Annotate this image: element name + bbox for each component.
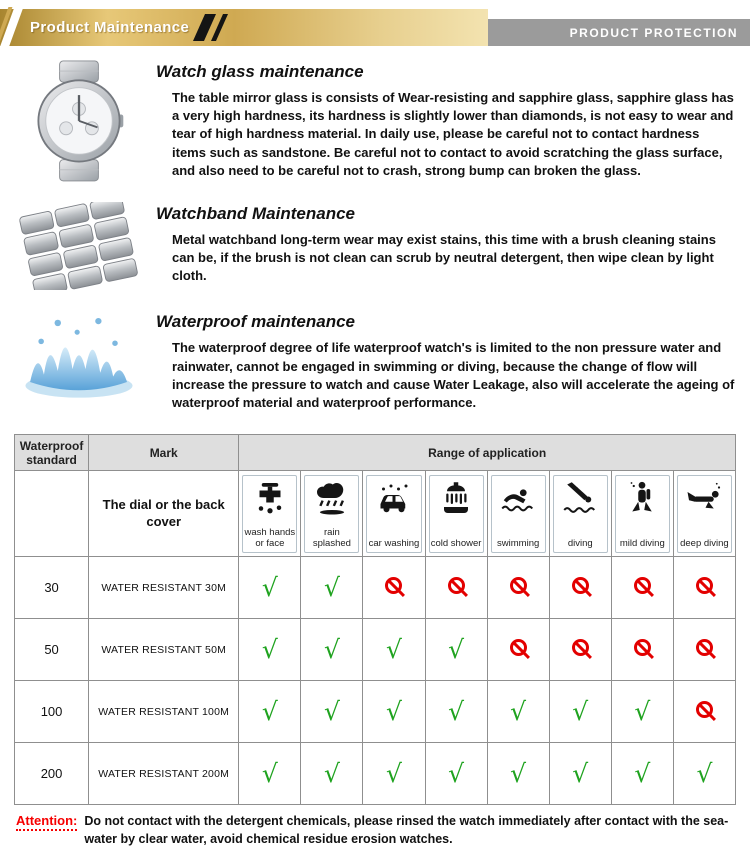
application-result-cell <box>363 619 425 681</box>
application-result-cell <box>673 743 735 805</box>
section-title: Waterproof maintenance <box>156 312 356 332</box>
empty-cell <box>15 471 89 557</box>
application-result-cell <box>425 557 487 619</box>
table-row <box>15 557 736 619</box>
application-result-cell <box>611 619 673 681</box>
check-icon: √ <box>386 758 402 788</box>
check-icon: √ <box>572 758 589 788</box>
banner <box>0 9 750 46</box>
application-label: cold shower <box>430 537 482 549</box>
application-cell <box>239 471 301 557</box>
application-label: swimming <box>497 537 540 549</box>
prohibit-icon <box>448 577 465 594</box>
application-result-cell <box>425 743 487 805</box>
application-result-cell <box>363 681 425 743</box>
application-box <box>429 475 484 553</box>
application-result-cell <box>239 743 301 805</box>
prohibit-icon <box>696 577 713 594</box>
application-result-cell <box>487 743 549 805</box>
application-cell <box>363 471 425 557</box>
check-icon: √ <box>572 696 589 726</box>
rain-cloud-icon <box>314 480 350 516</box>
check-icon: √ <box>323 758 340 788</box>
application-result-cell <box>363 557 425 619</box>
application-cell <box>301 471 363 557</box>
application-result-cell <box>611 681 673 743</box>
banner-right-label: PRODUCT PROTECTION <box>569 25 738 40</box>
application-result-cell <box>301 743 363 805</box>
check-icon: √ <box>634 758 651 788</box>
application-result-cell <box>549 743 611 805</box>
application-result-cell <box>487 619 549 681</box>
prohibit-icon <box>572 639 589 656</box>
swimmer-icon <box>500 480 536 516</box>
application-label: diving <box>567 537 593 549</box>
section-title: Watchband Maintenance <box>156 203 355 223</box>
application-label: deep diving <box>680 537 729 549</box>
check-icon: √ <box>323 696 340 726</box>
application-header-row <box>15 471 736 557</box>
application-result-cell <box>611 743 673 805</box>
check-icon: √ <box>696 758 713 788</box>
application-label: mild diving <box>619 537 665 549</box>
table-row <box>15 743 736 805</box>
application-result-cell <box>301 557 363 619</box>
application-box <box>615 475 670 553</box>
check-icon: √ <box>261 634 278 664</box>
diver-icon <box>562 480 598 516</box>
check-icon: √ <box>323 572 340 602</box>
application-cell <box>611 471 673 557</box>
section-watchband <box>14 202 736 291</box>
application-cell <box>487 471 549 557</box>
application-result-cell <box>301 619 363 681</box>
application-cell <box>549 471 611 557</box>
attention-label: Attention: <box>16 813 77 831</box>
table-header-row <box>15 435 736 471</box>
car-wash-icon <box>376 480 412 516</box>
application-box <box>304 475 359 553</box>
prohibit-icon <box>634 577 651 594</box>
application-result-cell <box>611 557 673 619</box>
dial-back-cover-cell: The dial or the back cover <box>89 471 239 557</box>
application-result-cell <box>487 681 549 743</box>
watch-photo <box>14 60 144 182</box>
prohibit-icon <box>696 639 713 656</box>
application-box <box>677 475 732 553</box>
application-cell <box>425 471 487 557</box>
watchband-photo <box>14 202 144 291</box>
application-result-cell <box>301 681 363 743</box>
waterproof-standard-value: 30 <box>15 557 89 619</box>
col-header-range: Range of application <box>239 435 736 471</box>
prohibit-icon <box>510 577 527 594</box>
mark-value: WATER RESISTANT 200M <box>89 743 239 805</box>
section-body: The table mirror glass is consists of Wear-resisting and sapphire glass, sapphire glass has a very high hardness, its hardness is slightly lower than diamonds, is not easy to wear and tear of high hardness material. In daily use, please be careful not to contact hardness items such as sandstone. Be careful not to contact to avoid scratching the glass surface, and also need to be careful not to crash, strong bump can broken the glass. <box>172 90 734 178</box>
section-waterproof <box>14 310 736 412</box>
application-box <box>242 475 297 553</box>
shower-icon <box>438 480 474 516</box>
application-result-cell <box>673 619 735 681</box>
application-result-cell <box>425 681 487 743</box>
splash-photo <box>14 310 144 412</box>
check-icon: √ <box>261 696 278 726</box>
application-result-cell <box>549 557 611 619</box>
waterproof-table <box>14 434 736 805</box>
deep-diver-icon <box>686 480 722 516</box>
mark-value: WATER RESISTANT 100M <box>89 681 239 743</box>
check-icon: √ <box>386 634 402 664</box>
application-label: car washing <box>368 537 420 549</box>
application-result-cell <box>239 681 301 743</box>
check-icon: √ <box>448 634 465 664</box>
application-result-cell <box>673 681 735 743</box>
banner-gold-bar <box>0 9 488 46</box>
application-result-cell <box>425 619 487 681</box>
banner-gray-bar <box>488 19 750 46</box>
application-result-cell <box>673 557 735 619</box>
section-body: The waterproof degree of life waterproof watch's is limited to the non pressure water and rainwater, cannot be engaged in swimming or diving, because the change of flow will increase the pressure to watch and cause Water Leakage, also will accelerate the ageing of waterproof material and waterproof performance. <box>172 340 735 411</box>
application-result-cell <box>239 619 301 681</box>
application-result-cell <box>549 681 611 743</box>
check-icon: √ <box>510 696 527 726</box>
page-title: Product Maintenance <box>30 19 190 36</box>
application-result-cell <box>487 557 549 619</box>
mark-value: WATER RESISTANT 30M <box>89 557 239 619</box>
waterproof-standard-value: 50 <box>15 619 89 681</box>
prohibit-icon <box>385 577 402 594</box>
table-row <box>15 619 736 681</box>
application-result-cell <box>239 557 301 619</box>
waterproof-table-wrap <box>0 432 750 805</box>
check-icon: √ <box>510 758 527 788</box>
check-icon: √ <box>261 758 278 788</box>
prohibit-icon <box>634 639 651 656</box>
table-row <box>15 681 736 743</box>
faucet-icon <box>252 480 288 516</box>
prohibit-icon <box>572 577 589 594</box>
mark-value: WATER RESISTANT 50M <box>89 619 239 681</box>
waterproof-standard-value: 100 <box>15 681 89 743</box>
application-box <box>491 475 546 553</box>
section-body: Metal watchband long-term wear may exist stains, this time with a brush cleaning stains can be, if the brush is not clean can scrub by neutral detergent, then wipe clean by light cloth. <box>172 231 716 284</box>
scuba-diver-icon <box>624 480 660 516</box>
application-result-cell <box>363 743 425 805</box>
application-cell <box>673 471 735 557</box>
check-icon: √ <box>261 572 278 602</box>
prohibit-icon <box>510 639 527 656</box>
section-title: Watch glass maintenance <box>156 62 364 81</box>
col-header-mark: Mark <box>89 435 239 471</box>
col-header-standard: Waterproof standard <box>15 435 89 471</box>
check-icon: √ <box>448 758 465 788</box>
application-result-cell <box>549 619 611 681</box>
prohibit-icon <box>696 701 713 718</box>
attention-text: Do not contact with the detergent chemicals, please rinsed the watch immediately after contact with the sea-water by clear water, avoid chemical residue erosion watches. <box>84 814 729 846</box>
application-label: wash hands or face <box>244 526 296 549</box>
attention-note <box>16 813 734 848</box>
waterproof-standard-value: 200 <box>15 743 89 805</box>
application-box <box>366 475 421 553</box>
check-icon: √ <box>323 634 340 664</box>
check-icon: √ <box>386 696 402 726</box>
section-watch-glass <box>14 60 736 182</box>
check-icon: √ <box>448 696 465 726</box>
maintenance-sections <box>0 46 750 412</box>
application-box <box>553 475 608 553</box>
application-label: rain splashed <box>312 526 351 549</box>
check-icon: √ <box>634 696 651 726</box>
